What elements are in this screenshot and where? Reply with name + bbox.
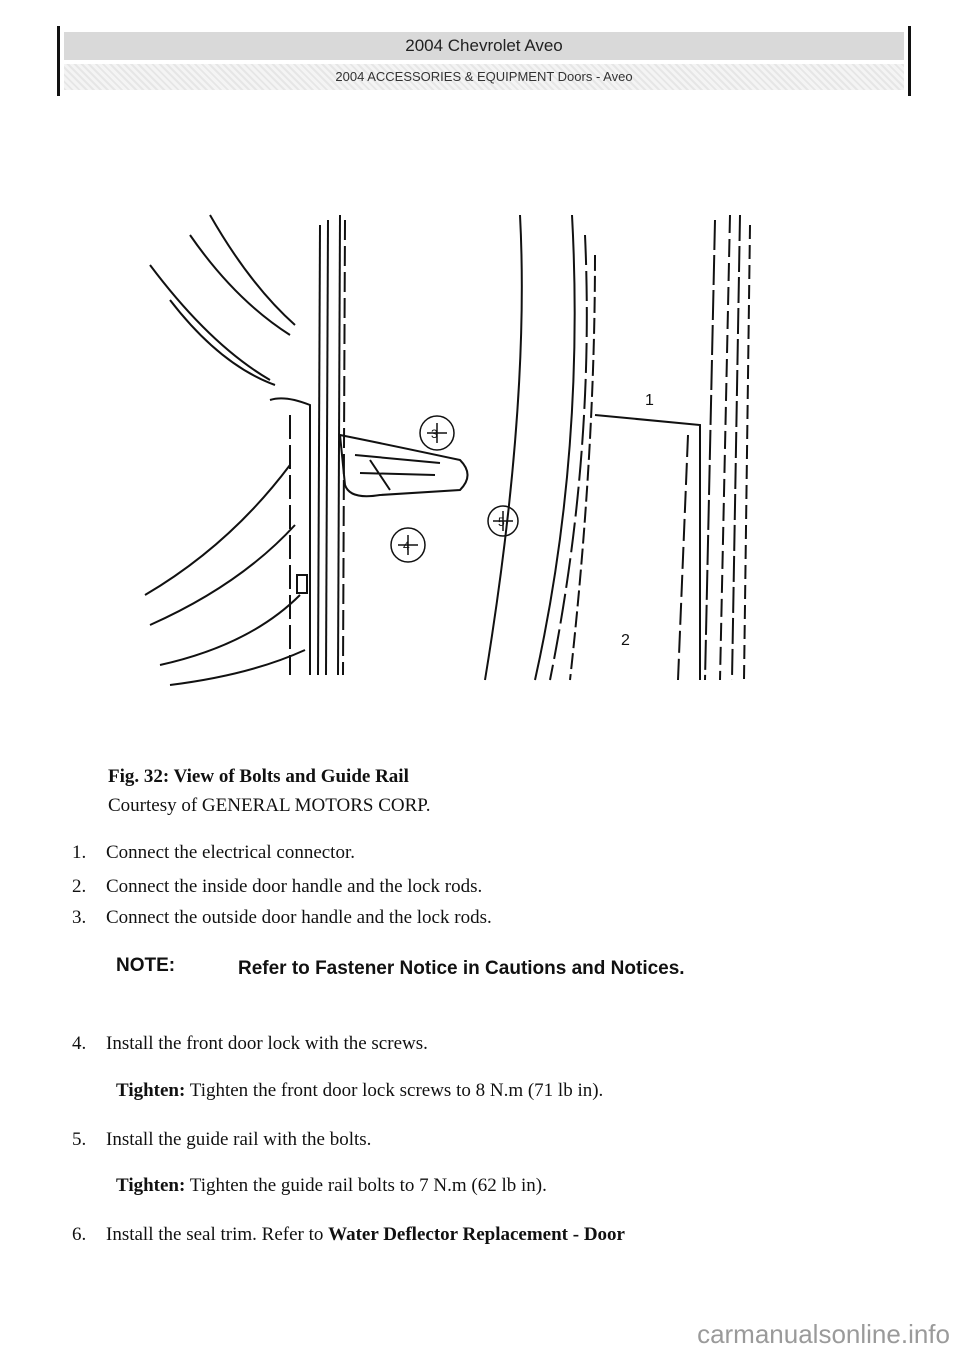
step-item: [72, 1033, 428, 1055]
callout-label: 1: [645, 392, 654, 409]
step-number: 1.: [72, 842, 87, 863]
callout-label: 2: [621, 632, 630, 649]
callout-label: 3: [431, 427, 438, 441]
step-text: Connect the outside door handle and the lock rods.: [106, 907, 492, 928]
step-item: [72, 842, 355, 864]
step-text: Connect the electrical connector.: [106, 842, 355, 863]
door-lock-illustration: [140, 205, 760, 695]
tighten-text: Tighten the front door lock screws to 8 N.m (71 lb in).: [185, 1080, 604, 1101]
watermark: carmanualsonline.info: [697, 1319, 950, 1349]
water-deflector-link[interactable]: Water Deflector Replacement - Door: [328, 1224, 625, 1245]
step-item: [72, 907, 492, 929]
step-number: 5.: [72, 1129, 87, 1150]
note-text: Refer to Fastener Notice in Cautions and Notices.: [238, 958, 685, 979]
header-title: 2004 Chevrolet Aveo: [64, 32, 904, 60]
step-text: Install the front door lock with the screws.: [106, 1033, 428, 1054]
step-number: 2.: [72, 876, 87, 897]
callout-label: 4: [403, 539, 410, 553]
step-item: [72, 876, 482, 898]
step-item: [72, 1224, 625, 1246]
step-number: 6.: [72, 1224, 87, 1245]
figure-credit: Courtesy of GENERAL MOTORS CORP.: [108, 795, 431, 816]
tighten-text: Tighten the guide rail bolts to 7 N.m (62 lb in).: [185, 1175, 547, 1196]
tighten-label: Tighten:: [116, 1080, 186, 1101]
step-text: Install the guide rail with the bolts.: [106, 1129, 372, 1150]
step-text: Install the seal trim. Refer to: [106, 1224, 329, 1245]
note-label: NOTE:: [116, 955, 176, 976]
tighten-spec: [116, 1080, 603, 1102]
step-number: 4.: [72, 1033, 87, 1054]
callout-label: 5: [498, 515, 505, 529]
step-text: Connect the inside door handle and the lock rods.: [106, 876, 483, 897]
page-header: [57, 26, 911, 96]
guide-rail: [340, 435, 468, 496]
header-subtitle: 2004 ACCESSORIES & EQUIPMENT Doors - Aveo: [64, 64, 904, 90]
door-frame-curve: [210, 215, 295, 325]
clip: [297, 575, 307, 593]
tighten-label: Tighten:: [116, 1175, 186, 1196]
step-number: 3.: [72, 907, 87, 928]
step-item: [72, 1129, 371, 1151]
figure-caption: Fig. 32: View of Bolts and Guide Rail: [108, 766, 409, 787]
tighten-spec: [116, 1175, 547, 1197]
